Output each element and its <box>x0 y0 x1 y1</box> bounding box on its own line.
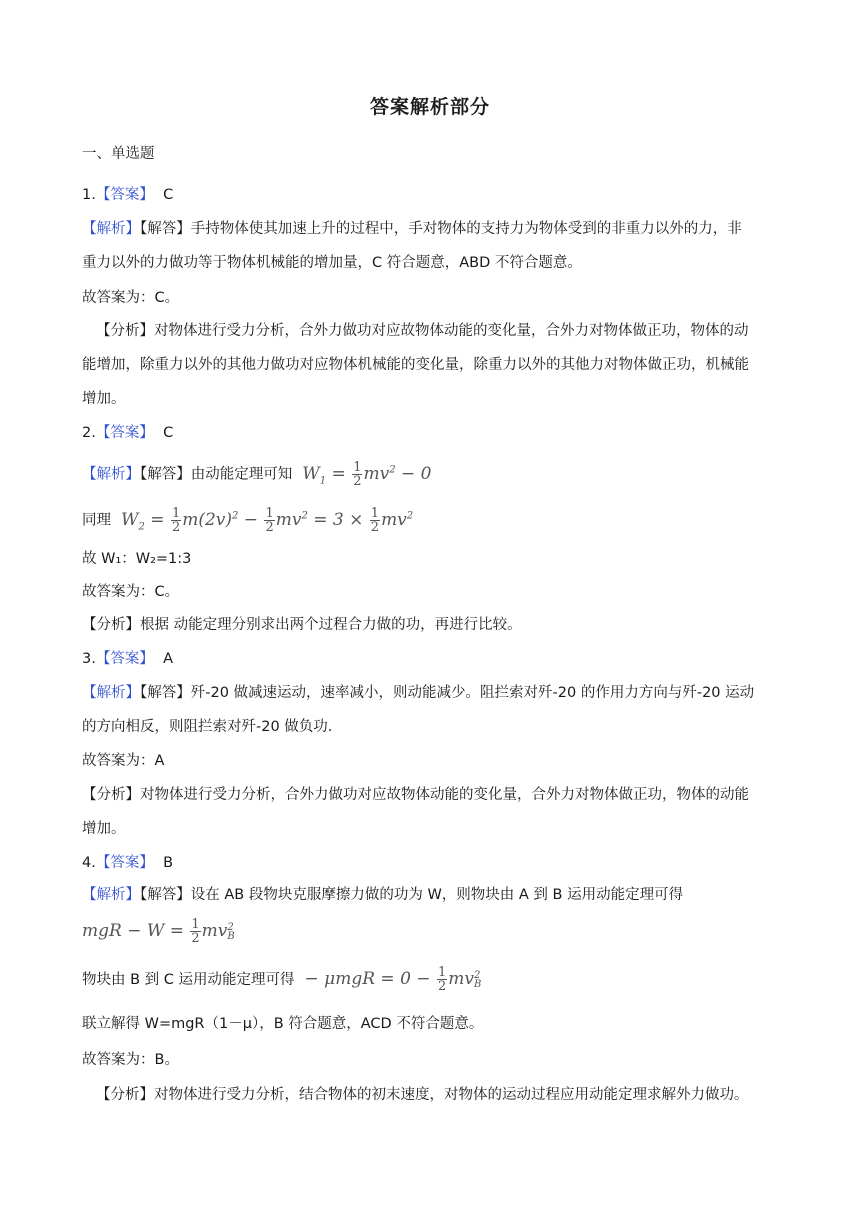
q4-answer-tag: 【答案】 <box>95 855 154 871</box>
q2-analysis-line-1 <box>82 459 788 492</box>
q1-conclusion: 故答案为：C。 <box>82 290 180 306</box>
q2-answer-line <box>82 422 788 444</box>
q3-analysis-line-1 <box>82 682 788 704</box>
q3-analysis-tag: 【解析】 <box>82 685 140 701</box>
page-title: 答案解析部分 <box>369 96 490 118</box>
q2-formula-1: $W_1$ = $\frac{1}{2}$ $mv^2 - 0$ <box>296 459 432 489</box>
q3-analysis-1: 【分析】对物体进行受力分析，合外力做功对应故物体动能的变化量，合外力对物体做正功，物体的动能 <box>82 787 749 803</box>
q2-ratio: 故 W₁：W₂=1:3 <box>82 551 192 567</box>
q3-number: 3. <box>82 651 96 667</box>
q1-text-1: 【解答】手持物体使其加速上升的过程中，手对物体的支持力为物体受到的非重力以外的力，非 <box>140 221 742 237</box>
q3-text-2: 的方向相反，则阻拦索对歼-20 做负功. <box>82 719 333 735</box>
q4-analysis-line-2 <box>82 966 788 993</box>
q3-answer-tag: 【答案】 <box>95 651 154 667</box>
q3-conclusion: 故答案为：A <box>82 753 165 769</box>
q3-answer: A <box>163 651 173 667</box>
q3-text-1: 【解答】歼-20 做减速运动，速率减小，则动能减少。阻拦索对歼-20 的作用力方向与歼-20 运动 <box>140 685 755 701</box>
q4-formula-2: − μmgR = 0 − $\frac{1}{2}$ mv 2 B <box>299 965 482 994</box>
q4-solution: 联立解得 W=mgR（1－μ），B 符合题意，ACD 不符合题意。 <box>82 1016 484 1032</box>
q4-answer-line <box>82 852 788 874</box>
q2-analysis: 【分析】根据 动能定理分别求出两个过程合力做的功，再进行比较。 <box>82 617 522 633</box>
q2-analysis-line-2 <box>82 505 788 538</box>
q4-analysis: 【分析】对物体进行受力分析，结合物体的初末速度，对物体的运动过程应用动能定理求解外力做功。 <box>96 1087 749 1103</box>
q4-conclusion: 故答案为：B。 <box>82 1052 179 1068</box>
q1-analysis-2: 能增加，除重力以外的其他力做功对应物体机械能的变化量，除重力以外的其他力对物体做正功，机械能 <box>82 357 749 373</box>
q4-text-1: 【解答】设在 AB 段物块克服摩擦力做的功为 W，则物块由 A 到 B 运用动能定理可得 <box>140 887 684 903</box>
q1-analysis-line-1 <box>82 218 788 240</box>
q1-analysis-1: 【分析】对物体进行受力分析，合外力做功对应故物体动能的变化量，合外力对物体做正功，物体的动 <box>96 323 749 339</box>
q4-formula-1-line <box>82 918 788 945</box>
q4-analysis-line-1 <box>82 884 788 906</box>
q1-answer-tag: 【答案】 <box>95 187 154 203</box>
q2-formula-2: $W_2$ = $\frac{1}{2}$ $m(2v)^2$ − $\frac{1}{2}$ $mv^2 = 3$ × $\frac{1}{2}$ $mv^2$ <box>115 505 414 535</box>
q2-conclusion: 故答案为：C。 <box>82 584 180 600</box>
q3-answer-line <box>82 648 788 670</box>
q4-answer: B <box>163 855 174 871</box>
q1-answer: C <box>163 187 174 203</box>
q1-number: 1. <box>82 187 96 203</box>
q2-text-2: 同理 <box>82 512 111 529</box>
q4-text-2: 物块由 B 到 C 运用动能定理可得 <box>82 972 295 988</box>
section-heading: 一、单选题 <box>82 146 155 162</box>
q4-number: 4. <box>82 855 96 871</box>
q2-answer-tag: 【答案】 <box>95 425 154 441</box>
q2-text-1: 【解答】由动能定理可知 <box>140 466 293 483</box>
q1-analysis-tag: 【解析】 <box>82 221 140 237</box>
q4-analysis-tag: 【解析】 <box>82 887 140 903</box>
q1-analysis-3: 增加。 <box>82 391 126 407</box>
q2-number: 2. <box>82 425 96 441</box>
q2-answer: C <box>163 425 174 441</box>
q3-analysis-2: 增加。 <box>82 821 126 837</box>
q4-formula-1: mgR − W = $\frac{1}{2}$ mv 2 B <box>82 917 235 946</box>
q1-text-2: 重力以外的力做功等于物体机械能的增加量，C 符合题意，ABD 不符合题意。 <box>82 255 582 271</box>
q1-answer-line <box>82 184 788 206</box>
q2-analysis-tag: 【解析】 <box>82 466 140 483</box>
